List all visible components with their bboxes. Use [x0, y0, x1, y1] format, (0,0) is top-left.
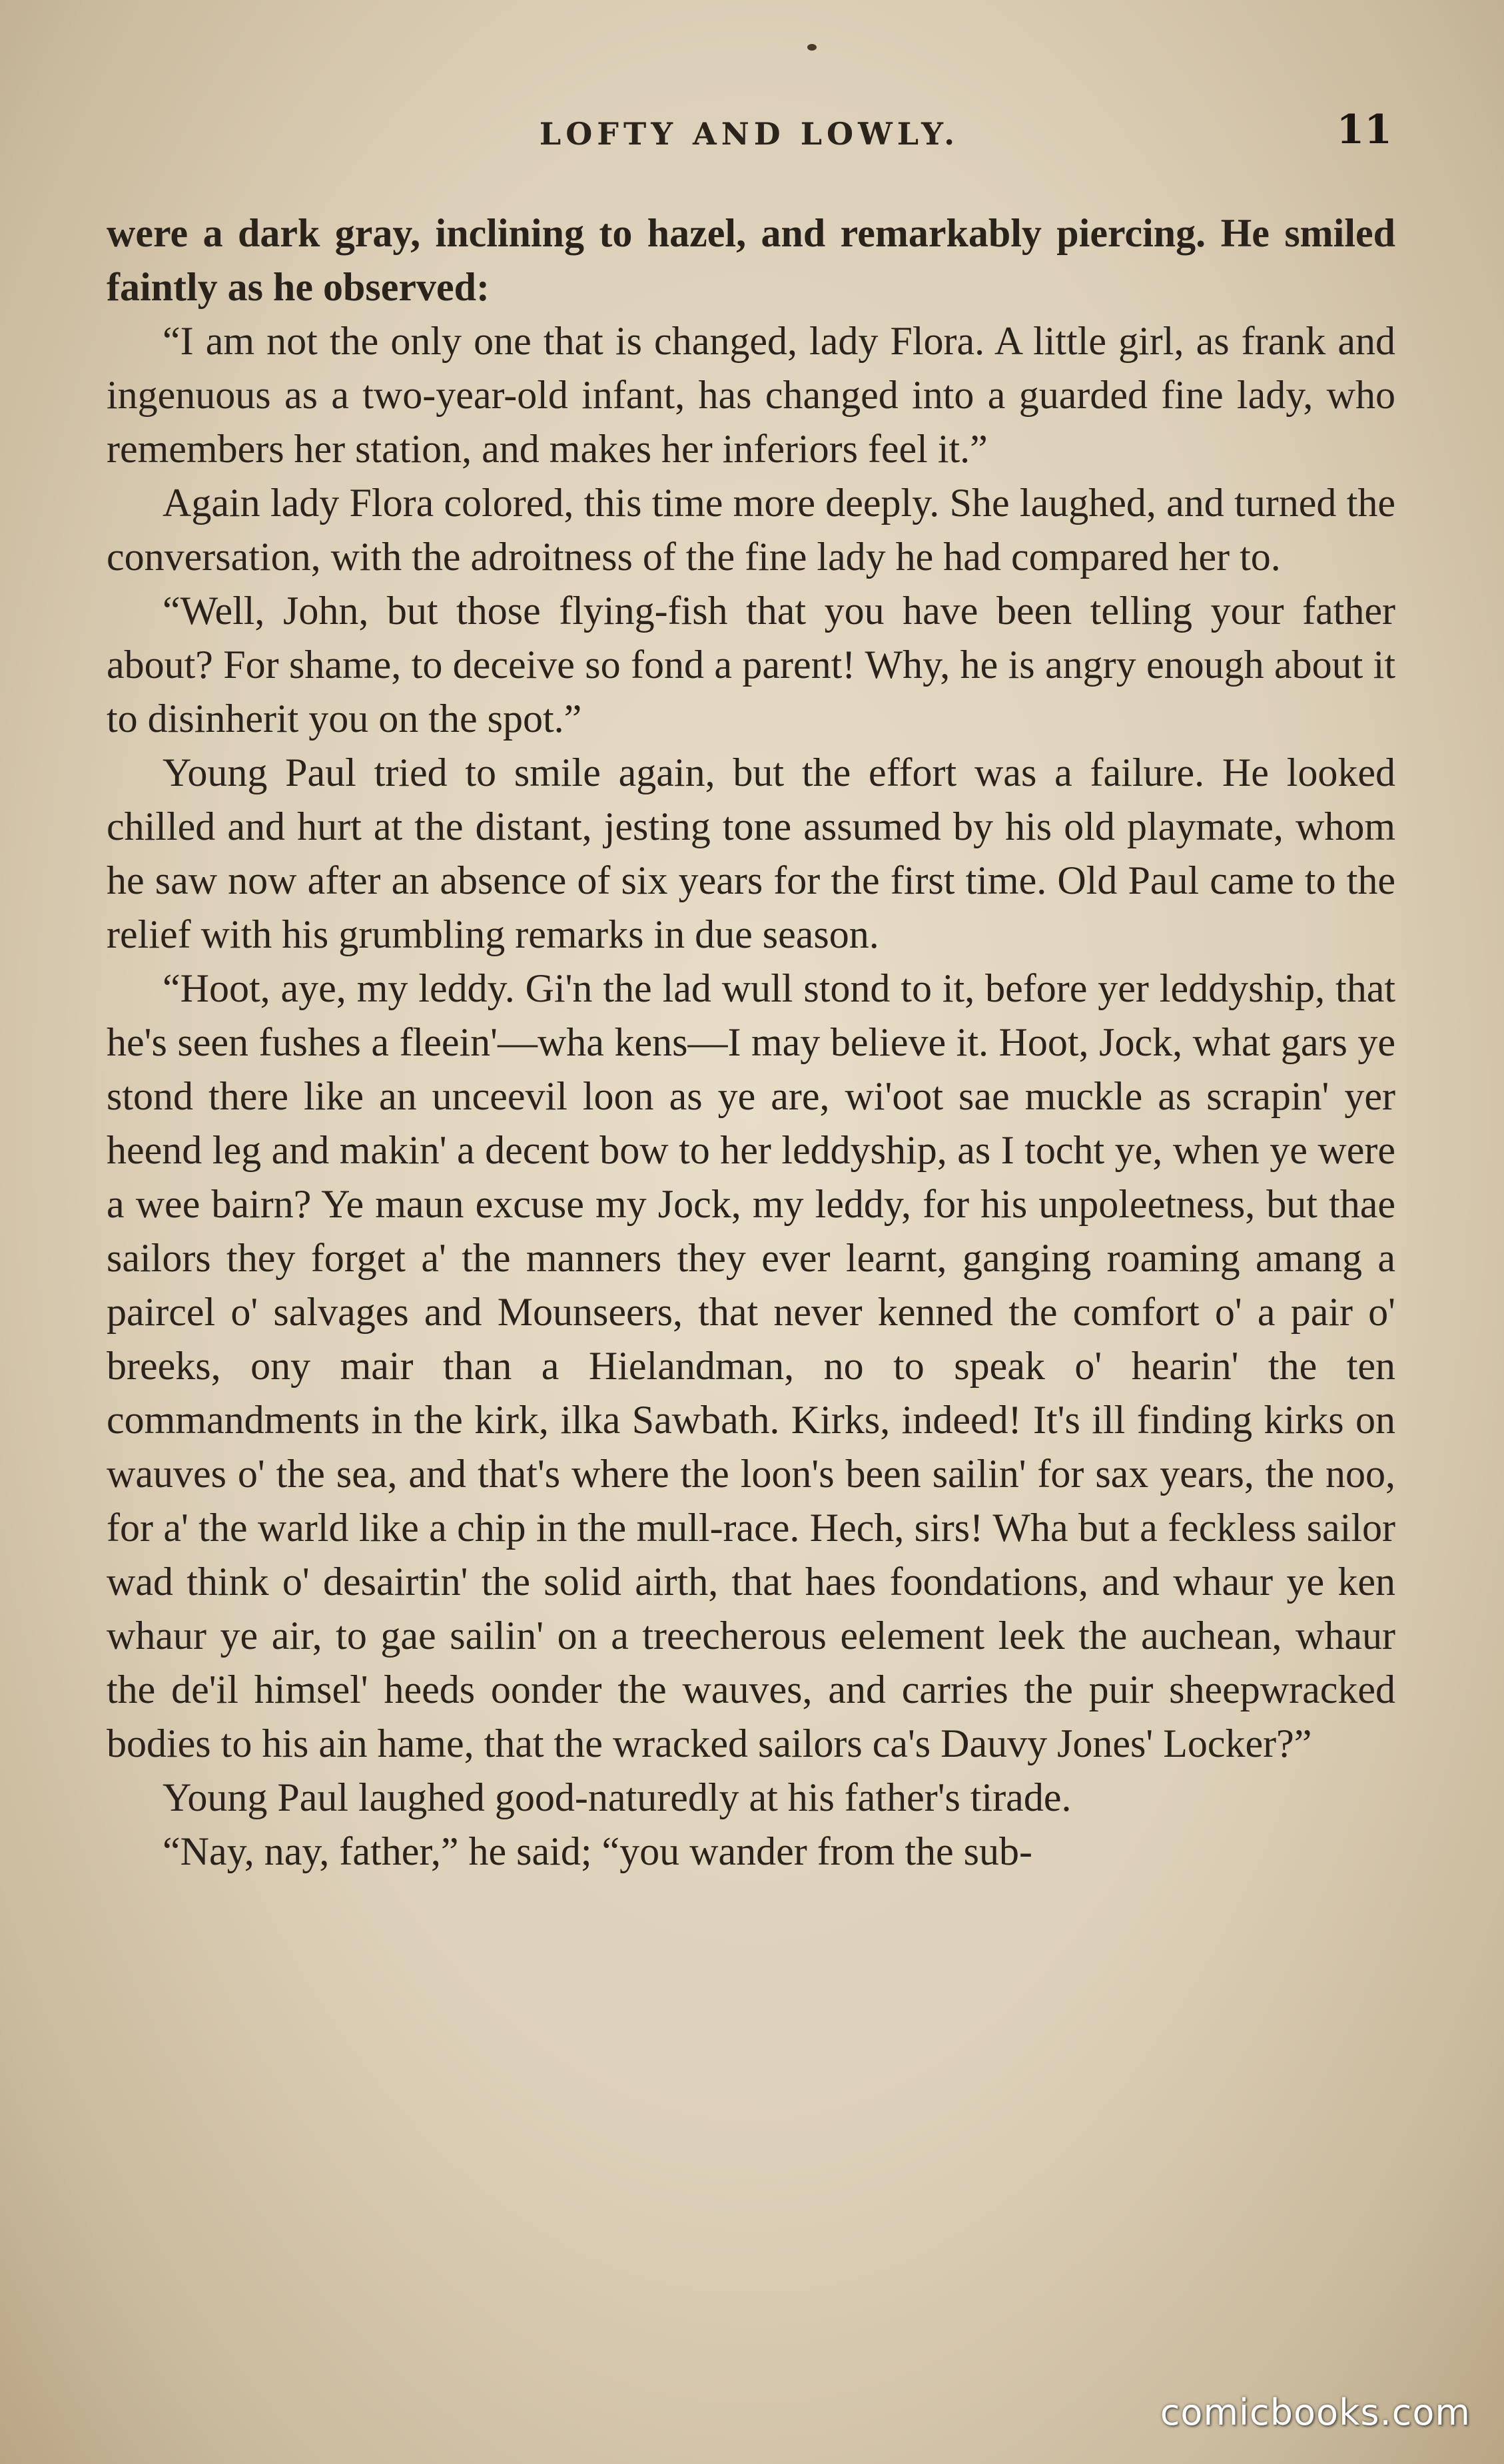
paragraph: “Hoot, aye, my leddy. Gi'n the lad wull stond to it, before yer leddyship, that he's seen fushes a fleein'—wha kens—I may believe it. Hoot, Jock, what gars ye stond there like an unceevil loon as ye are, wi'oot sae muckle as scrapin' yer heend leg and makin' a decent bow to her leddyship, as I tocht ye, when ye were a wee bairn? Ye maun excuse my Jock, my leddy, for his unpoleetness, but thae sailors they forget a' the manners they ever learnt, ganging roaming amang a paircel o' salvages and Mounseers, that never kenned the comfort o' a pair o' breeks, ony mair than a Hielandman, no to speak o' hearin' the ten commandments in the kirk, ilka Sawbath. Kirks, indeed! It's ill finding kirks on wauves o' the sea, and that's where the loon's been sailin' for sax years, the noo, for a' the warld like a chip in the mull-race. Hech, sirs! Wha but a feckless sailor wad think o' desairtin' the solid airth, that haes foondations, and whaur ye ken whaur ye air, to gae sailin' on a treecherous eelement leek the auchean, whaur the de'il himsel' heeds oonder the wauves, and carries the puir sheepwracked bodies to his ain hame, that the wracked sailors ca's Dauvy Jones' Locker?” — [107, 966, 1395, 1765]
ink-speck — [807, 44, 817, 51]
paragraph: Young Paul tried to smile again, but the effort was a failure. He looked chilled and hurt at the distant, jesting tone assumed by his old playmate, whom he saw now after an absence of six years for the first time. Old Paul came to the relief with his grumbling remarks in due season. — [107, 751, 1395, 956]
paragraph: “Well, John, but those flying-fish that you have been telling your father about? For shame, to deceive so fond a parent! Why, he is angry enough about it to disinherit you on the spot.” — [107, 589, 1395, 741]
paragraph: “I am not the only one that is changed, lady Flora. A little girl, as frank and ingenuous as a two-year-old infant, has changed into a guarded fine lady, who remembers her station, and makes her inferiors feel it.” — [107, 319, 1395, 471]
running-title: LOFTY AND LOWLY. — [539, 116, 960, 152]
running-head — [107, 107, 1392, 166]
paragraph: “Nay, nay, father,” he said; “you wander from the sub- — [163, 1829, 1032, 1873]
page-number: 11 — [1336, 107, 1392, 153]
paragraph: Again lady Flora colored, this time more deeply. She laughed, and turned the conversation, with the adroitness of the fine lady he had compared her to. — [107, 481, 1395, 579]
watermark: comicbooks.com — [1160, 2391, 1471, 2433]
paragraph: Young Paul laughed good-naturedly at his father's tirade. — [163, 1775, 1072, 1819]
body-text — [107, 206, 1395, 1879]
paragraph: were a dark gray, inclining to hazel, and remarkably piercing. He smiled faintly as he observed: — [107, 211, 1395, 309]
